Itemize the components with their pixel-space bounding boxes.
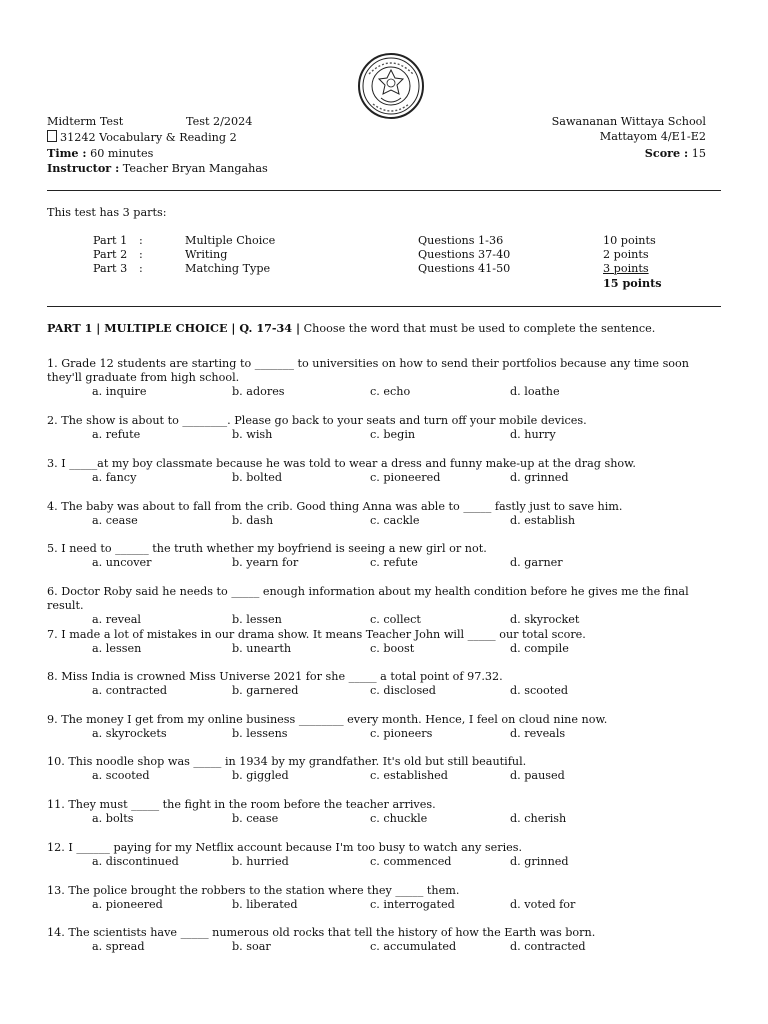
answer-option[interactable]: a. discontinued bbox=[92, 855, 179, 869]
intro-text: This test has 3 parts: bbox=[47, 206, 167, 219]
answer-options bbox=[47, 385, 727, 399]
time-line bbox=[47, 146, 153, 160]
question-item bbox=[47, 414, 727, 442]
answer-option[interactable]: c. begin bbox=[370, 428, 416, 442]
part-type: Matching Type bbox=[185, 262, 271, 275]
question-text: 7. I made a lot of mistakes in our drama show. It means Teacher John will _____ our total score. bbox=[47, 628, 586, 641]
answer-options bbox=[47, 428, 727, 442]
part-label: Part 2 bbox=[93, 248, 128, 261]
section-instruction: Choose the word that must be used to complete the sentence. bbox=[303, 322, 656, 335]
part-points: 2 points bbox=[603, 248, 649, 261]
test-type: Midterm Test bbox=[47, 115, 124, 128]
question-item bbox=[47, 585, 727, 627]
question-item bbox=[47, 884, 727, 912]
divider bbox=[47, 306, 721, 307]
answer-option[interactable]: d. compile bbox=[510, 642, 569, 656]
answer-option[interactable]: a. inquire bbox=[92, 385, 147, 399]
answer-option[interactable]: d. cherish bbox=[510, 812, 567, 826]
part-label: Part 3 bbox=[93, 262, 128, 275]
class-name: Mattayom 4/E1-E2 bbox=[599, 130, 706, 143]
question-item bbox=[47, 755, 727, 783]
question-item bbox=[47, 628, 727, 656]
square-icon bbox=[47, 130, 57, 142]
part-questions: Questions 1-36 bbox=[418, 234, 504, 247]
score-line bbox=[645, 146, 706, 160]
answer-option[interactable]: a. pioneered bbox=[92, 898, 163, 912]
time-value: 60 minutes bbox=[90, 147, 154, 160]
question-item bbox=[47, 542, 727, 570]
question-text: 5. I need to ______ the truth whether my boyfriend is seeing a new girl or not. bbox=[47, 542, 487, 555]
question-item bbox=[47, 926, 727, 954]
part-separator: : bbox=[139, 234, 143, 247]
answer-option[interactable]: d. skyrocket bbox=[510, 613, 580, 627]
answer-option[interactable]: b. unearth bbox=[232, 642, 292, 656]
part-label: Part 1 bbox=[93, 234, 128, 247]
answer-options bbox=[47, 684, 727, 698]
answer-option[interactable]: a. reveal bbox=[92, 613, 141, 627]
score-label: Score : bbox=[644, 146, 689, 160]
answer-option[interactable]: c. chuckle bbox=[370, 812, 428, 826]
instructor-label: Instructor : bbox=[47, 161, 120, 175]
answer-option[interactable]: a. fancy bbox=[92, 471, 137, 485]
answer-options bbox=[47, 855, 727, 869]
answer-option[interactable]: d. establish bbox=[510, 514, 576, 528]
question-text: 10. This noodle shop was _____ in 1934 by my grandfather. It's old but still beautiful. bbox=[47, 755, 527, 768]
question-text: 9. The money I get from my online business ________ every month. Hence, I feel on cloud nine now. bbox=[47, 713, 608, 726]
answer-option[interactable]: c. boost bbox=[370, 642, 415, 656]
section-heading: PART 1 | MULTIPLE CHOICE | Q. 17-34 | bbox=[47, 321, 301, 335]
part-separator: : bbox=[139, 248, 143, 261]
answer-option[interactable]: d. loathe bbox=[510, 385, 560, 399]
answer-options bbox=[47, 471, 727, 485]
part-questions: Questions 37-40 bbox=[418, 248, 511, 261]
answer-option[interactable]: c. pioneered bbox=[370, 471, 441, 485]
answer-option[interactable]: a. spread bbox=[92, 940, 145, 954]
answer-option[interactable]: d. grinned bbox=[510, 855, 569, 869]
answer-option[interactable]: a. contracted bbox=[92, 684, 168, 698]
answer-option[interactable]: b. dash bbox=[232, 514, 274, 528]
part-points: 10 points bbox=[603, 234, 656, 247]
answer-options bbox=[47, 769, 727, 783]
answer-option[interactable]: d. scooted bbox=[510, 684, 569, 698]
course-line bbox=[47, 130, 237, 144]
answer-option[interactable]: c. pioneers bbox=[370, 727, 433, 741]
answer-option[interactable]: c. interrogated bbox=[370, 898, 455, 912]
answer-option[interactable]: b. cease bbox=[232, 812, 279, 826]
answer-option[interactable]: c. collect bbox=[370, 613, 421, 627]
answer-option[interactable]: c. commenced bbox=[370, 855, 452, 869]
divider bbox=[47, 190, 721, 191]
part-type: Multiple Choice bbox=[185, 234, 276, 247]
answer-option[interactable]: c. refute bbox=[370, 556, 418, 570]
part-type: Writing bbox=[185, 248, 228, 261]
question-item bbox=[47, 500, 727, 528]
question-item bbox=[47, 713, 727, 741]
answer-option[interactable]: d. paused bbox=[510, 769, 565, 783]
question-text: 6. Doctor Roby said he needs to _____ enough information about my health condition before he gives me the final result. bbox=[47, 585, 689, 613]
answer-option[interactable]: c. cackle bbox=[370, 514, 420, 528]
answer-options bbox=[47, 898, 727, 912]
question-item bbox=[47, 670, 727, 698]
answer-option[interactable]: d. voted for bbox=[510, 898, 576, 912]
school-seal-logo bbox=[357, 52, 425, 120]
question-text: 11. They must _____ the fight in the room before the teacher arrives. bbox=[47, 798, 436, 811]
answer-options bbox=[47, 642, 727, 656]
part-questions: Questions 41-50 bbox=[418, 262, 511, 275]
total-points: 15 points bbox=[603, 276, 662, 290]
question-item bbox=[47, 457, 727, 485]
school-name: Sawananan Wittaya School bbox=[551, 115, 706, 128]
answer-option[interactable]: b. adores bbox=[232, 385, 285, 399]
answer-options bbox=[47, 727, 727, 741]
score-value: 15 bbox=[691, 147, 706, 160]
answer-option[interactable]: b. wish bbox=[232, 428, 273, 442]
question-text: 13. The police brought the robbers to the station where they _____ them. bbox=[47, 884, 460, 897]
instructor-value: Teacher Bryan Mangahas bbox=[122, 162, 268, 175]
answer-option[interactable]: b. liberated bbox=[232, 898, 298, 912]
question-text: 2. The show is about to ________. Please go back to your seats and turn off your mobile devices. bbox=[47, 414, 587, 427]
instructor-line bbox=[47, 161, 268, 175]
question-text: 12. I ______ paying for my Netflix account because I'm too busy to watch any series. bbox=[47, 841, 523, 854]
answer-option[interactable]: c. disclosed bbox=[370, 684, 436, 698]
part-separator: : bbox=[139, 262, 143, 275]
answer-option[interactable]: d. grinned bbox=[510, 471, 569, 485]
answer-option[interactable]: b. soar bbox=[232, 940, 271, 954]
answer-option[interactable]: a. bolts bbox=[92, 812, 134, 826]
time-label: Time : bbox=[47, 146, 87, 160]
answer-option[interactable]: a. cease bbox=[92, 514, 138, 528]
answer-option[interactable]: a. uncover bbox=[92, 556, 152, 570]
answer-option[interactable]: d. reveals bbox=[510, 727, 566, 741]
answer-option[interactable]: d. hurry bbox=[510, 428, 556, 442]
answer-options bbox=[47, 812, 727, 826]
answer-option[interactable]: b. hurried bbox=[232, 855, 289, 869]
course-name: 31242 Vocabulary & Reading 2 bbox=[60, 131, 237, 144]
answer-option[interactable]: d. garner bbox=[510, 556, 563, 570]
answer-option[interactable]: b. yearn for bbox=[232, 556, 299, 570]
question-text: 8. Miss India is crowned Miss Universe 2021 for she _____ a total point of 97.32. bbox=[47, 670, 503, 683]
answer-options bbox=[47, 514, 727, 528]
answer-option[interactable]: c. established bbox=[370, 769, 448, 783]
question-text: 4. The baby was about to fall from the crib. Good thing Anna was able to _____ fastly just to save him. bbox=[47, 500, 623, 513]
answer-option[interactable]: a. skyrockets bbox=[92, 727, 167, 741]
part-points: 3 points bbox=[603, 262, 649, 275]
answer-option[interactable]: a. refute bbox=[92, 428, 141, 442]
answer-option[interactable]: b. garnered bbox=[232, 684, 299, 698]
question-text: 1. Grade 12 students are starting to _______ to universities on how to send their portfolios because any time soon they'll graduate from high school. bbox=[47, 357, 689, 385]
question-item bbox=[47, 798, 727, 826]
question-text: 3. I _____at my boy classmate because he was told to wear a dress and funny make-up at the drag show. bbox=[47, 457, 636, 470]
test-number: Test 2/2024 bbox=[186, 115, 253, 128]
answer-option[interactable]: a. lessen bbox=[92, 642, 142, 656]
answer-option[interactable]: d. contracted bbox=[510, 940, 586, 954]
answer-option[interactable]: b. lessens bbox=[232, 727, 288, 741]
answer-option[interactable]: b. bolted bbox=[232, 471, 283, 485]
answer-option[interactable]: c. echo bbox=[370, 385, 411, 399]
answer-options bbox=[47, 556, 727, 570]
question-text: 14. The scientists have _____ numerous old rocks that tell the history of how the Earth was born. bbox=[47, 926, 596, 939]
answer-options bbox=[47, 613, 727, 627]
answer-option[interactable]: c. accumulated bbox=[370, 940, 457, 954]
section-header bbox=[47, 321, 655, 335]
answer-option[interactable]: a. scooted bbox=[92, 769, 150, 783]
answer-option[interactable]: b. lessen bbox=[232, 613, 282, 627]
question-item bbox=[47, 357, 727, 399]
answer-options bbox=[47, 940, 727, 954]
question-item bbox=[47, 841, 727, 869]
answer-option[interactable]: b. giggled bbox=[232, 769, 289, 783]
